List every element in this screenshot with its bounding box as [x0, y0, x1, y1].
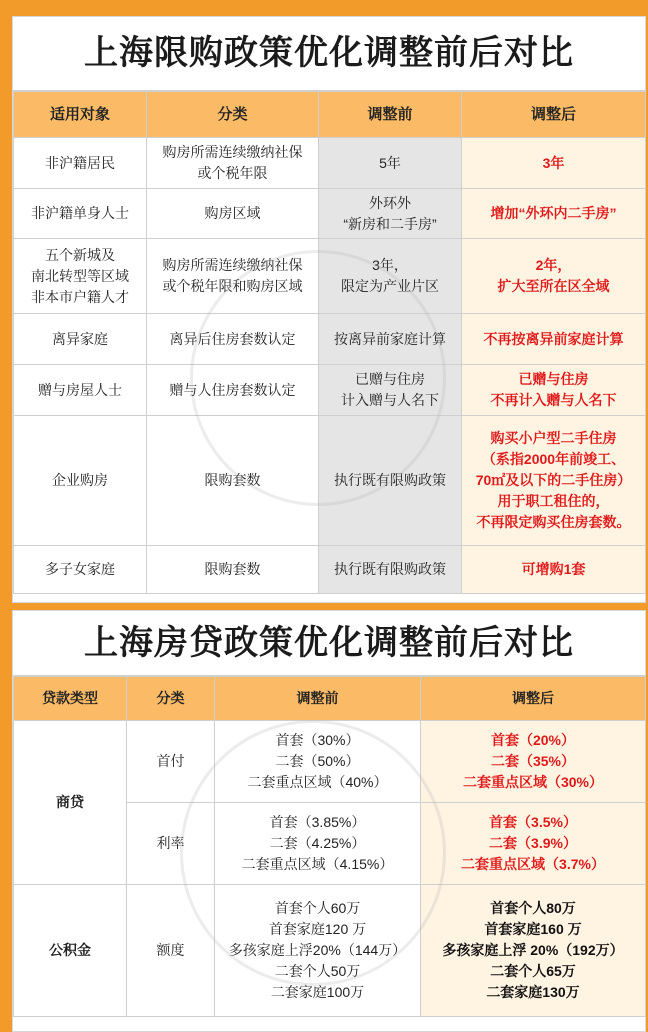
header-category: 分类	[127, 677, 215, 721]
cell-line: 五个新城及	[45, 246, 115, 263]
header-after: 调整后	[462, 92, 646, 138]
before-cell	[319, 189, 462, 239]
category-cell: 利率	[127, 803, 215, 885]
before-cell	[319, 416, 462, 546]
cell-line: 首套（3.85%）	[269, 814, 366, 830]
category-cell: 额度	[127, 885, 215, 1017]
cell-line: 或个税年限	[197, 165, 268, 181]
after-cell	[421, 885, 646, 1017]
after-cell	[421, 803, 646, 885]
cell-line: 3年，	[372, 257, 408, 273]
cell-line: 首套家庭120 万	[268, 921, 367, 937]
cell-line: 购房所需连续缴纳社保	[162, 257, 303, 273]
cell-line: 首套（20%）	[490, 732, 576, 748]
after-cell	[462, 546, 646, 594]
cell-line: 按离异前家庭计算	[334, 330, 446, 347]
cell-line: 购买小户型二手住房	[490, 430, 617, 446]
purchase-policy-panel	[12, 16, 646, 603]
before-cell	[319, 239, 462, 314]
cell-line: 二套（4.25%）	[269, 835, 366, 851]
cell-line: 二套（35%）	[490, 753, 576, 769]
after-cell	[462, 314, 646, 365]
cell-line: 二套（50%）	[275, 753, 360, 769]
cell-line: 二套个人65万	[490, 963, 576, 979]
loan-type-commercial: 商贷	[14, 721, 127, 885]
loan-policy-panel	[12, 610, 646, 1032]
cell-line: 购房所需连续缴纳社保	[162, 144, 303, 160]
cell-line: 执行既有限购政策	[334, 472, 446, 488]
before-cell	[319, 365, 462, 416]
cell-line: 二套重点区域（30%）	[462, 774, 604, 790]
header-before: 调整前	[319, 92, 462, 138]
before-cell	[215, 803, 421, 885]
cell-line: 计入赠与人名下	[341, 392, 439, 408]
header-category: 分类	[147, 92, 319, 138]
cell-line: 增加“外环内二手房”	[490, 205, 617, 221]
cell-line: 已赠与住房	[518, 371, 589, 387]
cell-line: 2年，	[535, 257, 572, 273]
after-cell	[462, 365, 646, 416]
cell-line: 限购套数	[204, 472, 261, 488]
table-row	[14, 365, 646, 416]
cell-line: 可增购1套	[521, 561, 586, 577]
cell-line: 二套个人50万	[274, 963, 361, 979]
table-header-row	[14, 677, 646, 721]
cell-line: 赠与人住房套数认定	[169, 381, 296, 398]
cell-line: 不再限定购买住房套数。	[476, 514, 631, 530]
cell-line: 首套个人80万	[490, 900, 576, 916]
header-after: 调整后	[421, 677, 646, 721]
before-cell	[319, 546, 462, 594]
cell-line: 多孩家庭上浮20%（144万）	[228, 942, 407, 958]
header-target: 适用对象	[14, 92, 147, 138]
table-row	[14, 189, 646, 239]
after-cell	[421, 721, 646, 803]
purchase-policy-table	[13, 91, 646, 594]
cell-line: 多子女家庭	[45, 561, 115, 577]
cell-line: 首套（3.5%）	[489, 814, 577, 830]
cell-line: 首套（30%）	[275, 732, 360, 748]
table-row	[14, 314, 646, 365]
cell-line: 企业购房	[52, 472, 108, 488]
cell-line: 不再计入赠与人名下	[490, 392, 617, 408]
target-cell	[14, 546, 147, 594]
category-cell	[147, 314, 319, 365]
cell-line: 外环外	[369, 194, 411, 211]
before-cell	[319, 138, 462, 189]
after-cell	[462, 239, 646, 314]
cell-line: 限购套数	[204, 561, 261, 577]
cell-line: 二套（3.9%）	[489, 835, 577, 851]
cell-line: 非本市户籍人才	[31, 288, 129, 305]
category-cell	[147, 189, 319, 239]
cell-line: 离异后住房套数认定	[169, 330, 296, 347]
target-cell	[14, 365, 147, 416]
cell-line: 非沪籍单身人士	[31, 205, 129, 221]
cell-line: 二套家庭130万	[486, 984, 580, 1000]
category-cell	[147, 546, 319, 594]
loan-policy-table	[13, 676, 646, 1017]
table-row	[14, 721, 646, 803]
cell-line: 首套家庭160 万	[484, 921, 582, 937]
category-cell: 首付	[127, 721, 215, 803]
target-cell	[14, 189, 147, 239]
category-cell	[147, 239, 319, 314]
cell-line: 二套家庭100万	[270, 984, 365, 1000]
cell-line: 70㎡及以下的二手住房）	[475, 472, 632, 488]
cell-line: （系指2000年前竣工、	[481, 451, 626, 467]
loan-type-fund: 公积金	[14, 885, 127, 1017]
cell-line: 或个税年限和购房区域	[162, 278, 303, 294]
after-cell	[462, 138, 646, 189]
target-cell	[14, 239, 147, 314]
target-cell	[14, 314, 147, 365]
table-row	[14, 416, 646, 546]
after-cell	[462, 189, 646, 239]
purchase-policy-title: 上海限购政策优化调整前后对比	[13, 17, 645, 91]
cell-line: 已赠与住房	[355, 371, 425, 387]
cell-line: 离异家庭	[52, 330, 108, 347]
cell-line: 扩大至所在区全域	[497, 278, 610, 294]
cell-line: 赠与房屋人士	[38, 381, 122, 398]
category-cell	[147, 416, 319, 546]
cell-line: 用于职工租住的，	[497, 493, 610, 509]
header-before: 调整前	[215, 677, 421, 721]
cell-line: 购房区域	[204, 205, 261, 221]
cell-line: 非沪籍居民	[45, 154, 115, 171]
after-cell	[462, 416, 646, 546]
category-cell	[147, 365, 319, 416]
before-cell	[215, 721, 421, 803]
before-cell	[319, 314, 462, 365]
cell-line: 二套重点区域（40%）	[247, 774, 388, 790]
purchase-policy-body	[14, 138, 646, 594]
cell-line: 限定为产业片区	[341, 278, 439, 294]
cell-line: 二套重点区域（4.15%）	[241, 856, 394, 872]
cell-line: 5年	[379, 154, 401, 171]
cell-line: 首套个人60万	[274, 900, 361, 916]
cell-line: 执行既有限购政策	[334, 561, 446, 577]
cell-line: 南北转型等区域	[31, 267, 129, 284]
cell-line: “新房和二手房”	[343, 215, 437, 232]
table-row	[14, 546, 646, 594]
target-cell	[14, 416, 147, 546]
target-cell	[14, 138, 147, 189]
before-cell	[215, 885, 421, 1017]
table-row	[14, 239, 646, 314]
cell-line: 多孩家庭上浮 20%（192万）	[442, 942, 624, 958]
cell-line: 不再按离异前家庭计算	[483, 330, 624, 347]
table-row	[14, 885, 646, 1017]
table-row	[14, 138, 646, 189]
cell-line: 二套重点区域（3.7%）	[461, 856, 605, 872]
header-loan-type: 贷款类型	[14, 677, 127, 721]
cell-line: 3年	[542, 154, 565, 171]
table-header-row	[14, 92, 646, 138]
loan-policy-title: 上海房贷政策优化调整前后对比	[13, 611, 645, 676]
category-cell	[147, 138, 319, 189]
